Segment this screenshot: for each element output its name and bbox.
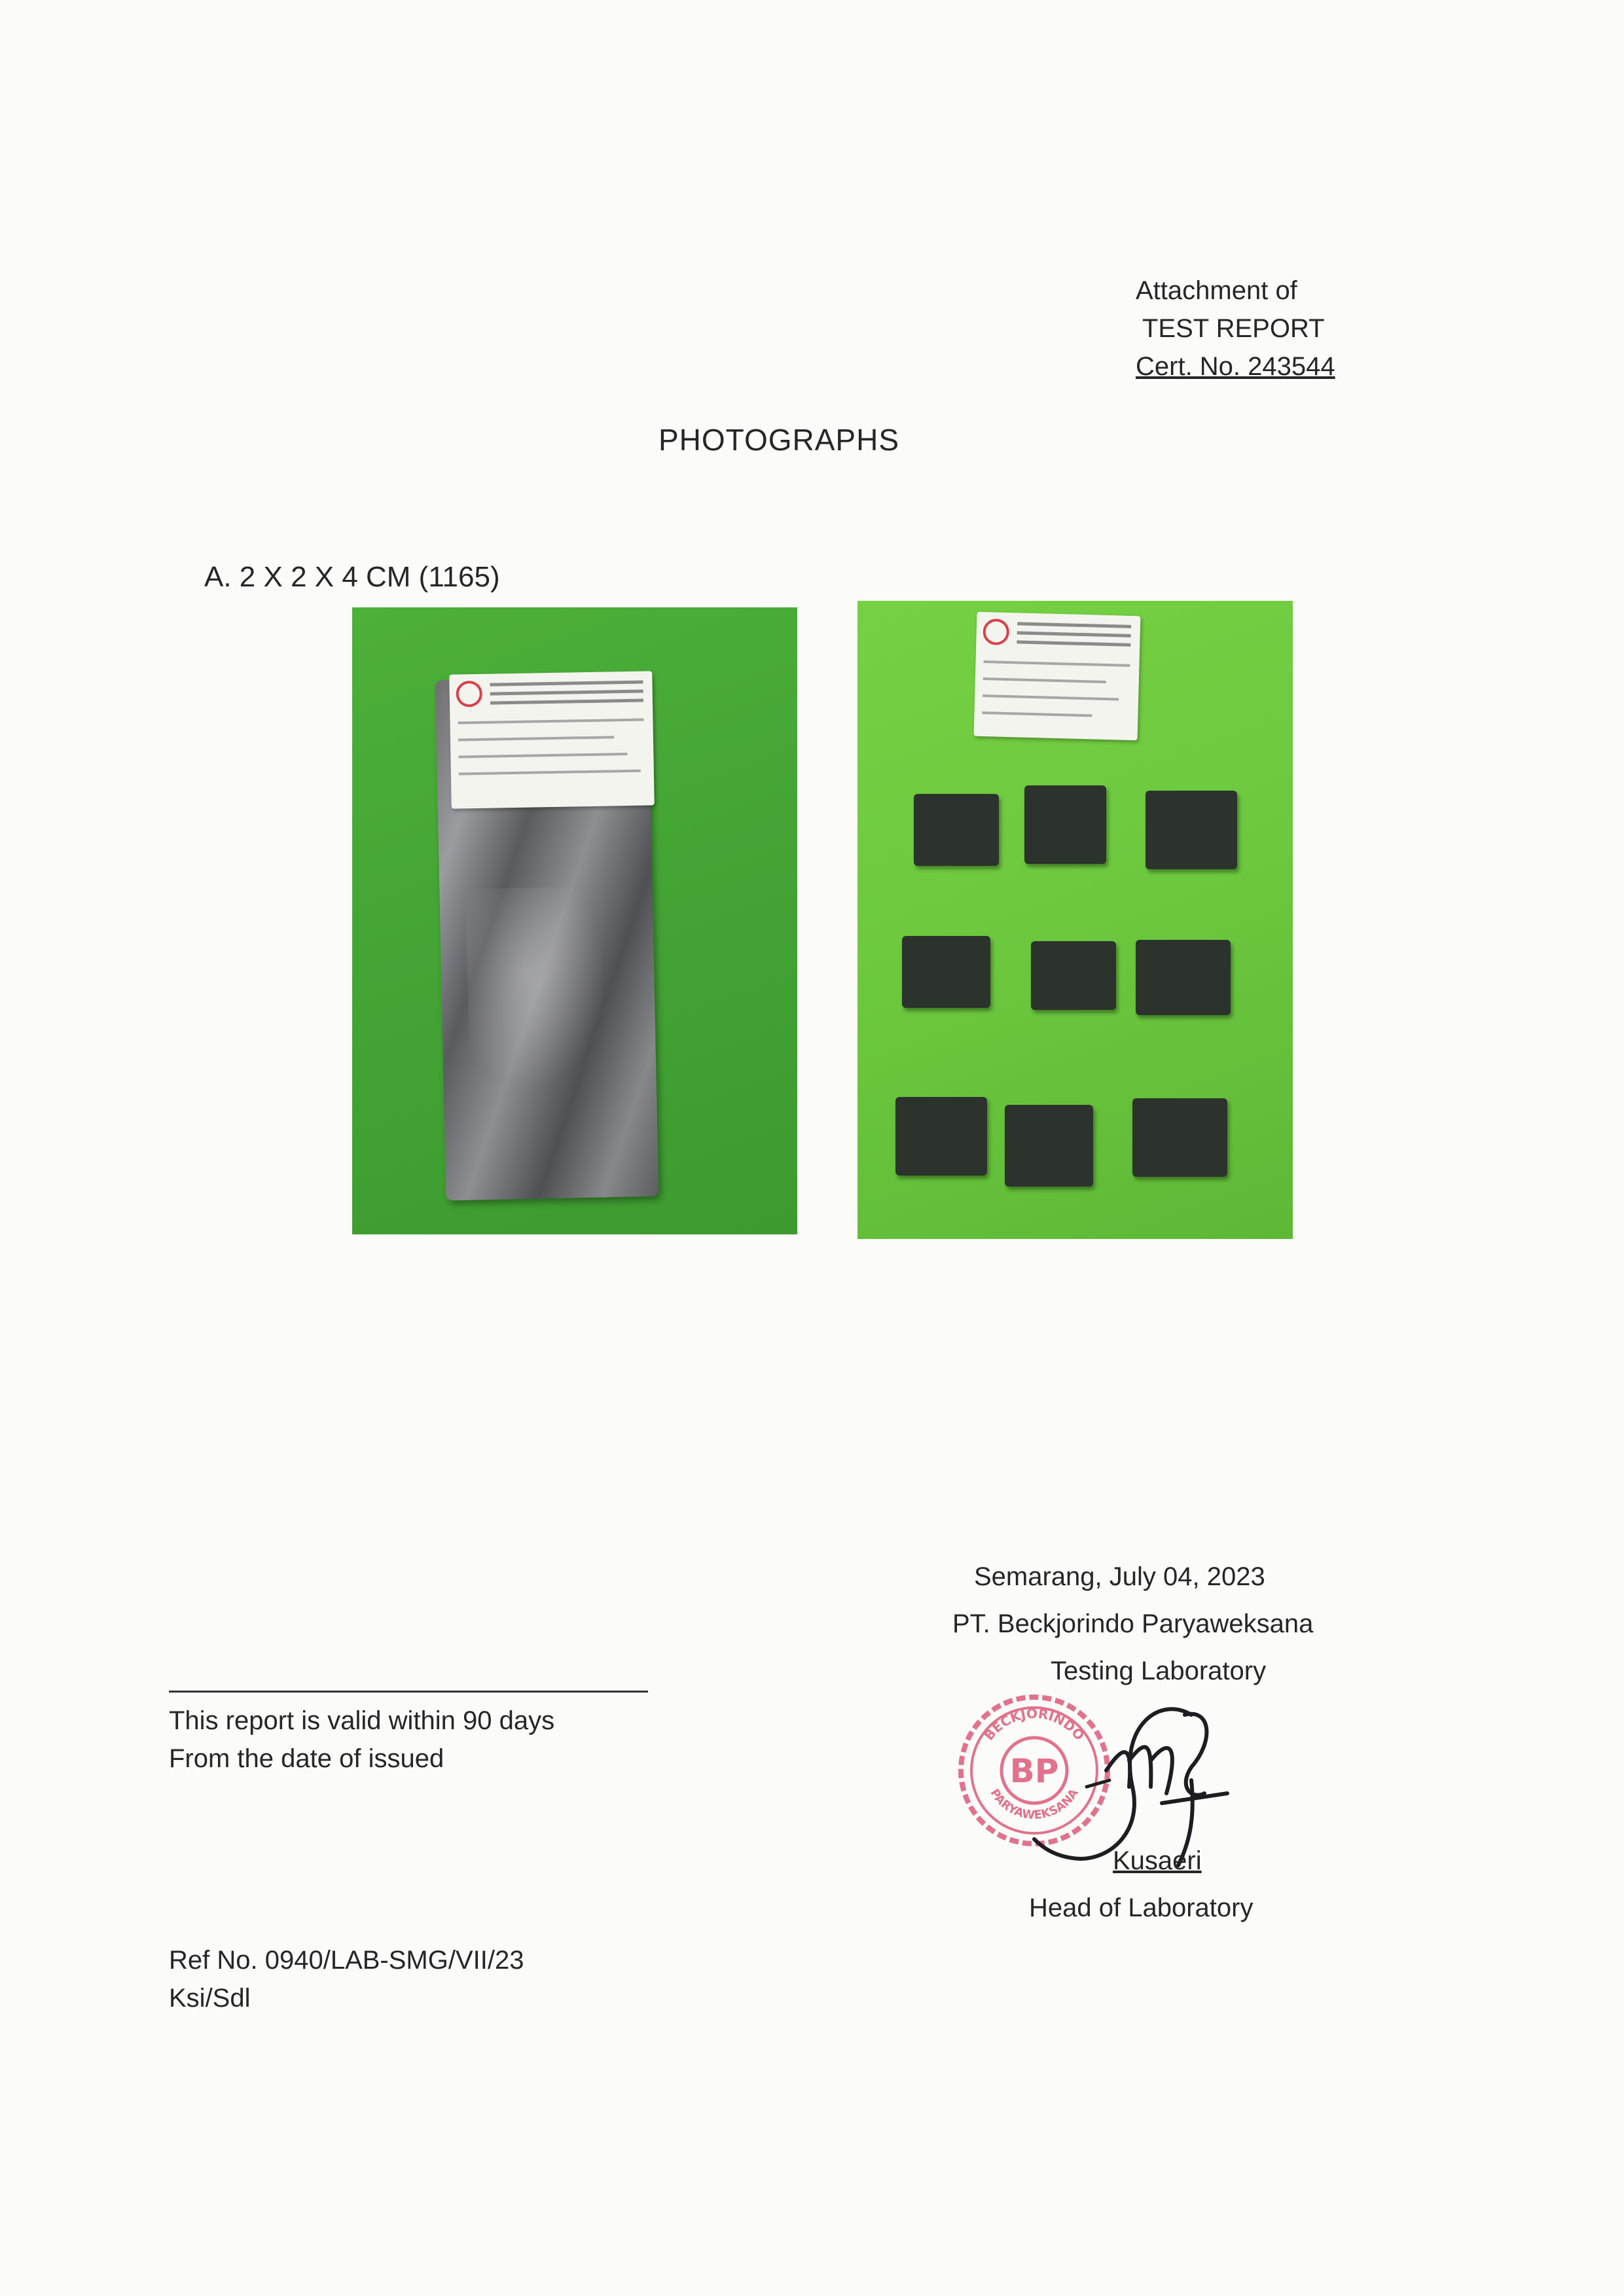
sample-block	[1024, 785, 1106, 864]
lab-logo-icon	[456, 681, 482, 708]
validity-line: From the date of issued	[169, 1744, 444, 1773]
sample-block	[1146, 791, 1237, 869]
section-heading: A. 2 X 2 X 4 CM (1165)	[204, 561, 500, 593]
place-date: Semarang, July 04, 2023	[974, 1562, 1265, 1591]
svg-text:PARYAWEKSANA: PARYAWEKSANA	[987, 1786, 1081, 1823]
photo-sample-bag	[352, 607, 797, 1234]
sample-block	[1031, 941, 1116, 1010]
sample-label	[974, 612, 1141, 740]
company-name: PT. Beckjorindo Paryaweksana	[952, 1609, 1314, 1638]
divider	[169, 1691, 648, 1693]
initials: Ksi/Sdl	[169, 1984, 251, 2013]
signatory-role: Head of Laboratory	[1029, 1893, 1254, 1922]
ref-number: Ref No. 0940/LAB-SMG/VII/23	[169, 1946, 524, 1975]
sample-block	[1136, 940, 1231, 1015]
validity-note	[169, 1702, 554, 1778]
sample-block	[914, 794, 999, 866]
svg-text:BECKJORINDO: BECKJORINDO	[981, 1705, 1088, 1744]
attachment-block	[1136, 272, 1335, 386]
validity-line: This report is valid within 90 days	[169, 1706, 555, 1735]
attachment-label: Attachment of	[1136, 276, 1297, 305]
photo-sample-blocks	[857, 601, 1293, 1239]
sample-block	[902, 936, 990, 1008]
reference-block	[169, 1941, 524, 2017]
cert-number: Cert. No. 243544	[1136, 352, 1335, 381]
page-title: PHOTOGRAPHS	[659, 423, 899, 457]
lab-logo-icon	[983, 619, 1009, 645]
sample-block	[1005, 1105, 1093, 1187]
sample-block	[895, 1097, 987, 1175]
sample-label	[449, 671, 655, 808]
lab-name: Testing Laboratory	[1051, 1657, 1267, 1685]
sample-block	[1132, 1098, 1227, 1177]
signatory-name: Kusaeri	[1113, 1846, 1202, 1875]
report-type: TEST REPORT	[1142, 314, 1325, 343]
stamp-center: BP	[1009, 1752, 1059, 1790]
